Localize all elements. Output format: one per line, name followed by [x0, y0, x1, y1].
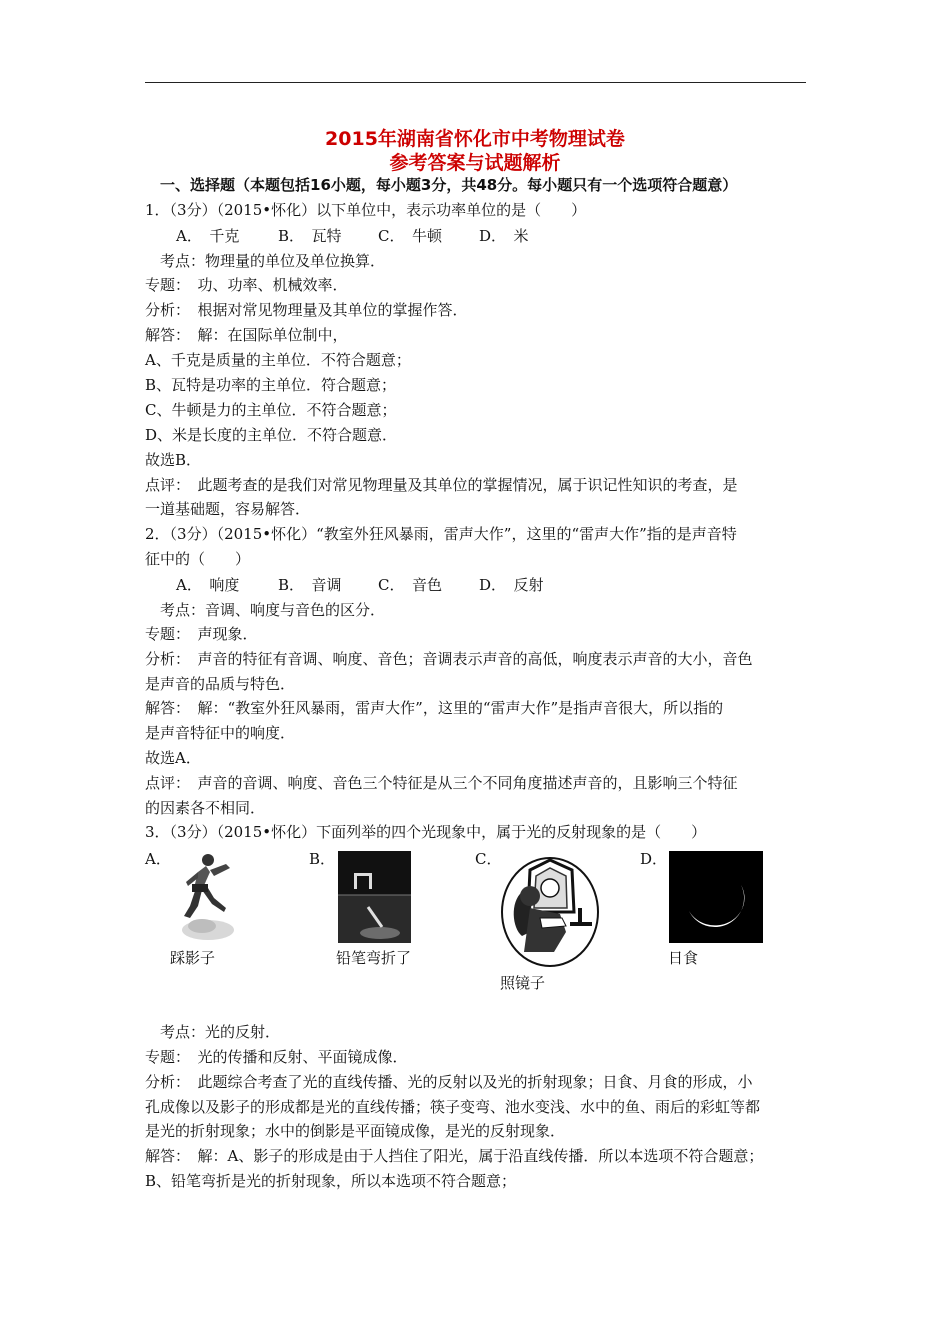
q3-kaodian: 考点：光的反射． — [160, 1023, 281, 1041]
q1-option-a: A． 千克 — [176, 227, 240, 245]
q1-answer: 故选B． — [145, 451, 202, 469]
q3-label-a: A． — [145, 850, 171, 868]
q1-dianping-line2: 一道基础题，容易解答． — [145, 500, 311, 518]
q2-dianping-line1: 点评： 声音的音调、响度、音色三个特征是从三个不同角度描述声音的，且影响三个特征 — [145, 774, 738, 792]
q2-option-b: B． 音调 — [278, 576, 342, 594]
q1-analysis-b: B、瓦特是功率的主单位．符合题意； — [145, 376, 397, 394]
q2-option-d: D． 反射 — [479, 576, 544, 594]
q2-option-c: C． 音色 — [378, 576, 442, 594]
solar-eclipse-image — [669, 851, 763, 943]
q3-caption-b: 铅笔弯折了 — [336, 949, 412, 967]
page-title: 2015年湖南省怀化市中考物理试卷 — [325, 128, 625, 150]
q1-option-d: D． 米 — [479, 227, 529, 245]
q2-dianping-line2: 的因素各不相同． — [145, 799, 266, 817]
q3-fenxi-line2: 孔成像以及影子的形成都是光的直线传播；筷子变弯、池水变浅、水中的鱼、雨后的彩虹等都 — [145, 1098, 761, 1116]
q2-zhuanti: 专题： 声现象． — [145, 625, 258, 643]
section-heading: 一、选择题（本题包括16小题，每小题3分，共48分。每小题只有一个选项符合题意） — [160, 176, 738, 194]
mirror-image — [500, 852, 600, 968]
q3-caption-a: 踩影子 — [170, 949, 216, 967]
q1-analysis-d: D、米是长度的主单位．不符合题意． — [145, 426, 398, 444]
q1-dianping-line1: 点评： 此题考查的是我们对常见物理量及其单位的掌握情况，属于识记性知识的考查，是 — [145, 476, 738, 494]
q1-jieda: 解答： 解：在国际单位制中， — [145, 326, 348, 344]
q2-kaodian: 考点：音调、响度与音色的区分． — [160, 601, 386, 619]
q2-fenxi-line1: 分析： 声音的特征有音调、响度、音色；音调表示声音的高低，响度表示声音的大小，音色 — [145, 650, 753, 668]
q1-fenxi: 分析： 根据对常见物理量及其单位的掌握作答． — [145, 301, 468, 319]
q1-stem: 1．（3分）（2015•怀化）以下单位中，表示功率单位的是（ ） — [145, 201, 587, 219]
q3-fenxi-line3: 是光的折射现象；水中的倒影是平面镜成像，是光的反射现象． — [145, 1122, 566, 1140]
q2-option-a: A． 响度 — [176, 576, 240, 594]
q3-stem: 3．（3分）（2015•怀化）下面列举的四个光现象中，属于光的反射现象的是（ ） — [145, 823, 707, 841]
q1-kaodian: 考点：物理量的单位及单位换算． — [160, 252, 386, 270]
q3-zhuanti: 专题： 光的传播和反射、平面镜成像． — [145, 1048, 408, 1066]
q3-caption-d: 日食 — [668, 949, 699, 967]
q3-label-d: D． — [640, 850, 668, 868]
q3-jieda-line1: 解答： 解：A、影子的形成是由于人挡住了阳光，属于沿直线传播．所以本选项不符合题意； — [145, 1147, 764, 1165]
q1-zhuanti: 专题： 功、功率、机械效率． — [145, 276, 348, 294]
shadow-figure-image — [168, 850, 248, 945]
q1-analysis-c: C、牛顿是力的主单位．不符合题意； — [145, 401, 397, 419]
q3-label-c: C． — [475, 850, 502, 868]
q1-option-b: B． 瓦特 — [278, 227, 342, 245]
q2-jieda-line2: 是声音特征中的响度． — [145, 724, 296, 742]
q1-option-c: C． 牛顿 — [378, 227, 442, 245]
q3-caption-c: 照镜子 — [500, 974, 546, 992]
q3-jieda-line2: B、铅笔弯折是光的折射现象，所以本选项不符合题意； — [145, 1172, 517, 1190]
q2-stem-line2: 征中的（ ） — [145, 550, 251, 568]
header-rule — [145, 82, 806, 83]
q2-jieda-line1: 解答： 解：“教室外狂风暴雨，雷声大作”，这里的“雷声大作”是指声音很大，所以指的 — [145, 699, 724, 717]
page-subtitle: 参考答案与试题解析 — [389, 152, 561, 174]
q2-fenxi-line2: 是声音的品质与特色． — [145, 675, 296, 693]
q2-stem-line1: 2．（3分）（2015•怀化）“教室外狂风暴雨，雷声大作”，这里的“雷声大作”指的是声音特 — [145, 525, 737, 543]
bent-pencil-image — [338, 851, 411, 943]
q2-answer: 故选A． — [145, 749, 201, 767]
q3-fenxi-line1: 分析： 此题综合考查了光的直线传播、光的反射以及光的折射现象；日食、月食的形成，小 — [145, 1073, 753, 1091]
q1-analysis-a: A、千克是质量的主单位．不符合题意； — [145, 351, 411, 369]
q3-label-b: B． — [309, 850, 336, 868]
